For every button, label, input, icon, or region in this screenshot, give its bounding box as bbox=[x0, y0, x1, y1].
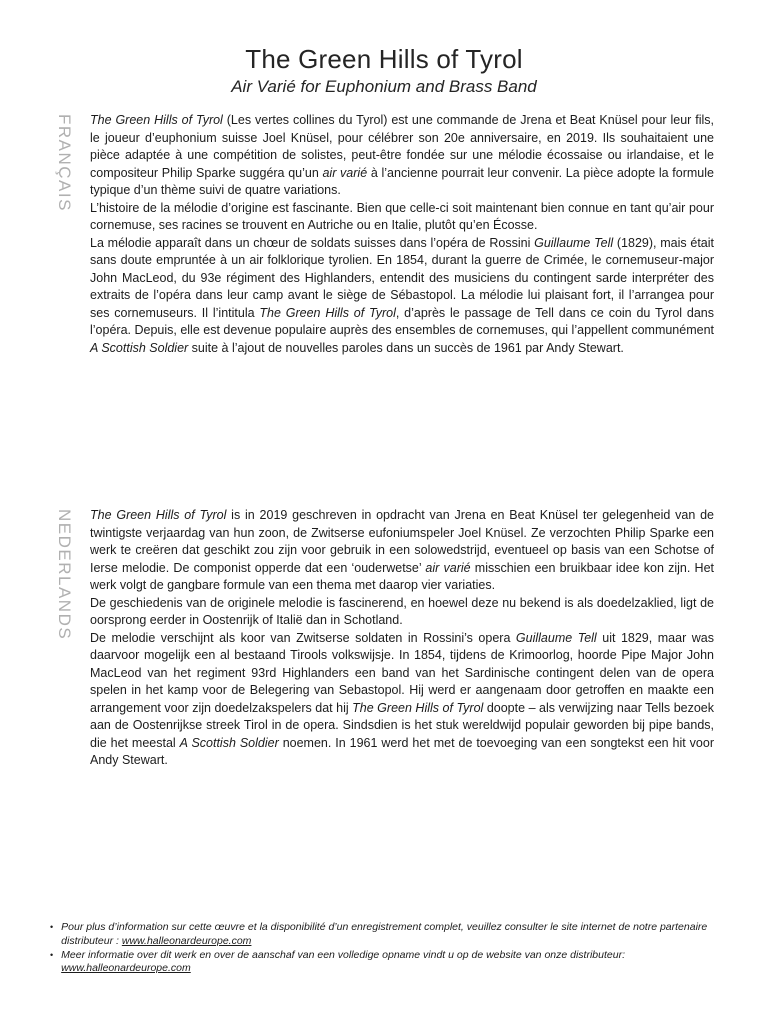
text-run: misschien een bruikbaar idee kon zijn. Het werk volgt de gangbare formule van een thema met daarop vier variaties. bbox=[90, 560, 714, 592]
italic-text-run: A Scottish Soldier bbox=[179, 735, 279, 750]
footer-text-fr bbox=[61, 921, 742, 949]
text-run: à l’ancienne pourrait leur convenir. La pièce adopte la formule typique d’un thème suivi de quatre variations. bbox=[90, 165, 714, 197]
bullet-icon: • bbox=[50, 922, 54, 932]
text-run: , d’après le passage de Tell dans ce coin du Tyrol dans l’opéra. Depuis, elle est devenue populaire auprès des ensembles de cornemuses, qui l’appellent communément bbox=[90, 305, 714, 337]
language-label-francais: FRANÇAIS bbox=[55, 114, 74, 212]
text-run: La mélodie apparaît dans un chœur de soldats suisses dans l’opéra de Rossini bbox=[90, 235, 535, 250]
paragraph bbox=[90, 200, 714, 235]
nederlands-text bbox=[90, 507, 714, 770]
page-title: The Green Hills of Tyrol bbox=[245, 44, 523, 74]
text-run: L’histoire de la mélodie d’origine est fascinante. Bien que celle-ci soit maintenant bien connue en tant qu’air pour cornemuse, ses racines se trouvent en Autriche ou en Italie, plutôt qu’en Écosse. bbox=[90, 200, 714, 232]
francais-text bbox=[90, 112, 714, 357]
text-run: De melodie verschijnt als koor van Zwitserse soldaten in Rossini’s opera bbox=[90, 630, 516, 645]
footer-item-fr bbox=[50, 921, 742, 949]
text-run: uit 1829, maar was daarvoor mogelijk een al bestaand Tirools volkswijsje. In 1854, tijdens de Krimoorlog, hoorde Pipe Major John MacLeod van het regiment 93rd Highlanders een band van het Sardinische contingent delen van de opera spelen in het kamp voor de Belegering van Sebastopol. Hij werd er aangenaam door getroffen en maakte een arrangement voor zijn doedelzakspelers dat hij bbox=[90, 630, 714, 715]
section-nederlands bbox=[56, 507, 714, 770]
text-run: Meer informatie over dit werk en over de aanschaf van een volledige opname vindt u op de website van onze distributeur: bbox=[61, 948, 625, 961]
paragraph bbox=[90, 507, 714, 595]
footer-text-nl bbox=[61, 949, 742, 977]
distributor-link[interactable]: www.halleonardeurope.com bbox=[121, 934, 252, 947]
language-label-nederlands: NEDERLANDS bbox=[55, 509, 74, 641]
page-subtitle: Air Varié for Euphonium and Brass Band bbox=[231, 77, 537, 96]
italic-text-run: A Scottish Soldier bbox=[90, 340, 189, 355]
italic-text-run: air varié bbox=[322, 165, 368, 180]
text-run: (Les vertes collines du Tyrol) est une commande de Jrena et Beat Knüsel pour leur fils, le joueur d’euphonium suisse Joel Knüsel, pour célébrer son 20e anniversaire, en 2019. Ils souhaitaient une pièce adaptée à une compétition de solistes, peut-être fondée sur une mélodie écossaise ou irlandaise, et le compositeur Philip Sparke suggéra qu’un bbox=[90, 113, 715, 180]
paragraph bbox=[90, 630, 714, 770]
italic-text-run: The Green Hills of Tyrol bbox=[352, 700, 484, 715]
italic-text-run: Guillaume Tell bbox=[534, 235, 614, 250]
paragraph bbox=[90, 112, 714, 200]
italic-text-run: The Green Hills of Tyrol bbox=[90, 113, 223, 127]
paragraph bbox=[90, 595, 714, 630]
text-run: (1829), mais était sans doute empruntée à un air folklorique tyrolien. En 1854, durant la guerre de Crimée, le cornemuseur-major John MacLeod, du 93e régiment des Highlanders, entendit des musiciens du contingent sarde interpréter des extraits de l’opéra dans leur camp avant le siège de Sébastopol. La mélodie lui plaisant fort, il l’arrangea pour ses cornemuseurs. Il l’intitula bbox=[90, 235, 715, 320]
distributor-footer bbox=[50, 921, 742, 976]
text-run: De geschiedenis van de originele melodie is fascinerend, en hoewel deze nu bekend is als doedelzaklied, ligt de oorsprong eerder in Oostenrijk of Italië dan in Schotland. bbox=[90, 595, 714, 627]
italic-text-run: The Green Hills of Tyrol bbox=[259, 305, 396, 320]
distributor-link[interactable]: www.halleonardeurope.com bbox=[61, 962, 191, 975]
italic-text-run: air varié bbox=[425, 560, 471, 575]
text-run: noemen. In 1961 werd het met de toevoeging van een songtekst een hit voor Andy Stewart. bbox=[90, 735, 714, 767]
footer-item-nl bbox=[50, 949, 742, 977]
text-run: is in 2019 geschreven in opdracht van Jrena en Beat Knüsel ter gelegenheid van de twintigste verjaardag van hun zoon, de Zwitserse eufoniumspeler Joel Knüsel. Ze verzochten Philip Sparke een werk te creëren dat geschikt zou zijn voor gebruik in een solowedstrijd, eventueel op basis van een Schotse of Ierse melodie. De componist opperde dat een ‘ouderwetse’ bbox=[90, 508, 714, 575]
text-run: Pour plus d’information sur cette œuvre et la disponibilité d’un enregistrement complet, veuillez consulter le site internet de notre partenaire distributeur : bbox=[61, 921, 708, 947]
text-run: suite à l’ajout de nouvelles paroles dans un succès de 1961 par Andy Stewart. bbox=[188, 340, 624, 355]
italic-text-run: Guillaume Tell bbox=[515, 630, 597, 645]
section-francais bbox=[56, 112, 714, 357]
paragraph bbox=[90, 235, 714, 358]
title-block bbox=[0, 44, 768, 97]
bullet-icon: • bbox=[50, 949, 54, 960]
text-run: doopte – als verwijzing naar Tells bezoek aan de Oostenrijkse streek Tirol in de opera. Sindsdien is het stuk wereldwijd populair geworden bij pipe bands, die het meestal bbox=[90, 700, 714, 750]
italic-text-run: The Green Hills of Tyrol bbox=[90, 508, 227, 522]
